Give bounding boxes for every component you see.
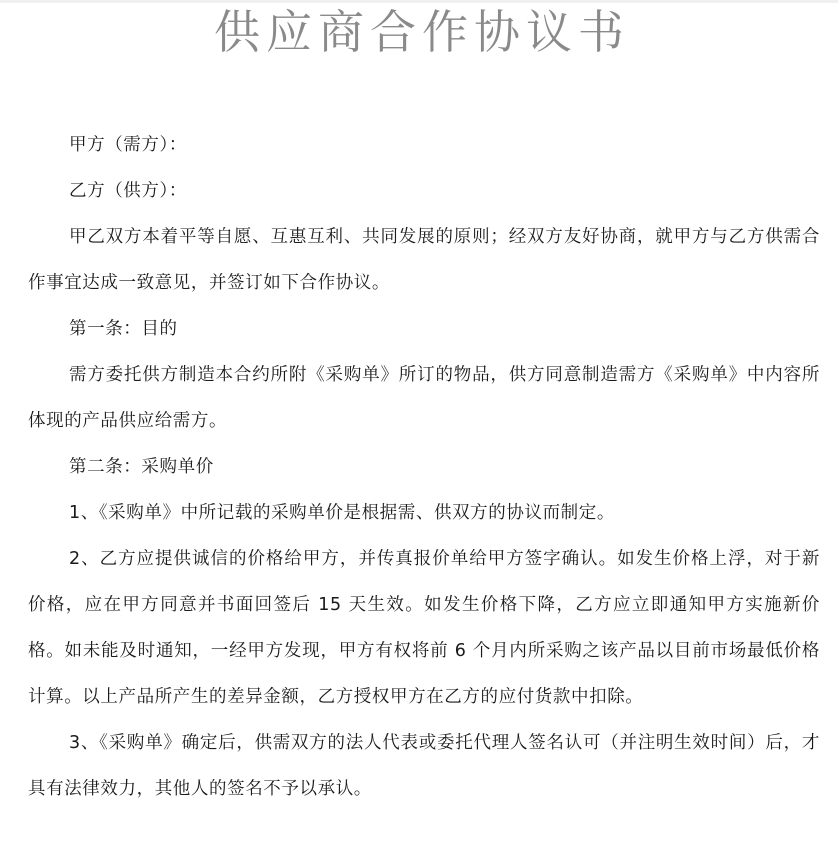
page-top-edge xyxy=(0,0,838,3)
preamble-paragraph: 甲乙双方本着平等自愿、互惠互利、共同发展的原则；经双方友好协商，就甲方与乙方供需合作事宜达成一致意见，并签订如下合作协议。 xyxy=(28,227,820,293)
article-1-paragraph: 需方委托供方制造本合约所附《采购单》所订的物品，供方同意制造需方《采购单》中内容所体现的产品供应给需方。 xyxy=(28,365,820,431)
article-2-clause-2: 2、乙方应提供诚信的价格给甲方，并传真报价单给甲方签字确认。如发生价格上浮，对于新价格，应在甲方同意并书面回签后 15 天生效。如发生价格下降，乙方应立即通知甲方实施新价格。如未能及时通知，一经甲方发现，甲方有权将前 6 个月内所采购之该产品以目前市场最低价格计算。以上产品所产生的差异金额，乙方授权甲方在乙方的应付货款中扣除。 xyxy=(28,549,820,707)
document-body xyxy=(28,122,820,812)
party-a-field: 甲方（需方）： xyxy=(69,135,187,155)
article-2-clause-1: 1、《采购单》中所记载的采购单价是根据需、供双方的协议而制定。 xyxy=(69,503,615,523)
document-title: 供应商合作协议书 xyxy=(214,5,630,59)
article-2-clause-3: 3、《采购单》确定后，供需双方的法人代表或委托代理人签名认可（并注明生效时间）后，才具有法律效力，其他人的签名不予以承认。 xyxy=(28,733,820,799)
article-2-heading: 第二条：采购单价 xyxy=(69,457,214,477)
article-1-heading: 第一条：目的 xyxy=(69,319,178,339)
party-b-field: 乙方（供方）： xyxy=(69,181,187,201)
